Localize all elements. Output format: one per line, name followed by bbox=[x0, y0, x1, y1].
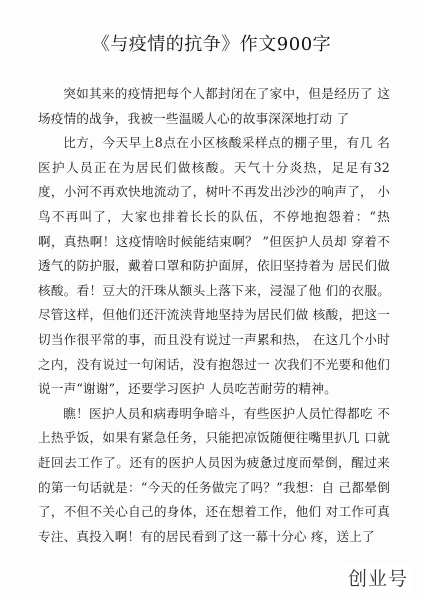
document-title: 《与疫情的抗争》作文900字 bbox=[91, 34, 332, 55]
paragraph-2: 比方，今天早上8点在小区核酸采样点的棚子里，有几 名医护人员正在为居民们做核酸。天气十分炎热，足足有32 度，小河不再欢快地流动了，树叶不再发出沙沙的响声了， 小鸟不再叫了，大家也排着长长的队伍，不停地抱怨着：“热啊，真热啊！这疫情啥时候能结束啊？ ”但医护人员却 穿着不透气的防护服，戴着口罩和防护面屏，依旧坚持着为 居民们做核酸。看！豆大的汗珠从额头上落下来，浸湿了他 们的衣服。尽管这样，但他们还汗流浃背地坚持为居民们做 核酸，把这一切当作很平常的事，而且没有说过一声累和热， 在这几个小时之内，没有说过一句闲话，没有抱怨过一 次我们不光要和他们说一声“谢谢”，还要学习医护 人员吃苦耐劳的精神。 bbox=[38, 135, 390, 397]
document-body bbox=[38, 82, 390, 549]
watermark-logo-text: 创业号 bbox=[345, 563, 411, 592]
paragraph-3: 瞧！医护人员和病毒明争暗斗，有些医护人员忙得都吃 不上热乎饭，如果有紧急任务，只能把凉饭随便往嘴里扒几 口就赶回去工作了。还有的医护人员因为疲惫过度而晕倒，醒过来的第一句话就是：“今天的任务做完了吗？”我想：自 己都晕倒了，不但不关心自己的身体，还在想着工作，他们 对工作可真专注、真投入啊！有的居民看到了这一幕十分心 疼，送上了 bbox=[38, 405, 390, 544]
paragraph-1: 突如其来的疫情把每个人都封闭在了家中，但是经历了 这场疫情的战争，我被一些温暖人心的故事深深地打动 了 bbox=[38, 86, 390, 126]
